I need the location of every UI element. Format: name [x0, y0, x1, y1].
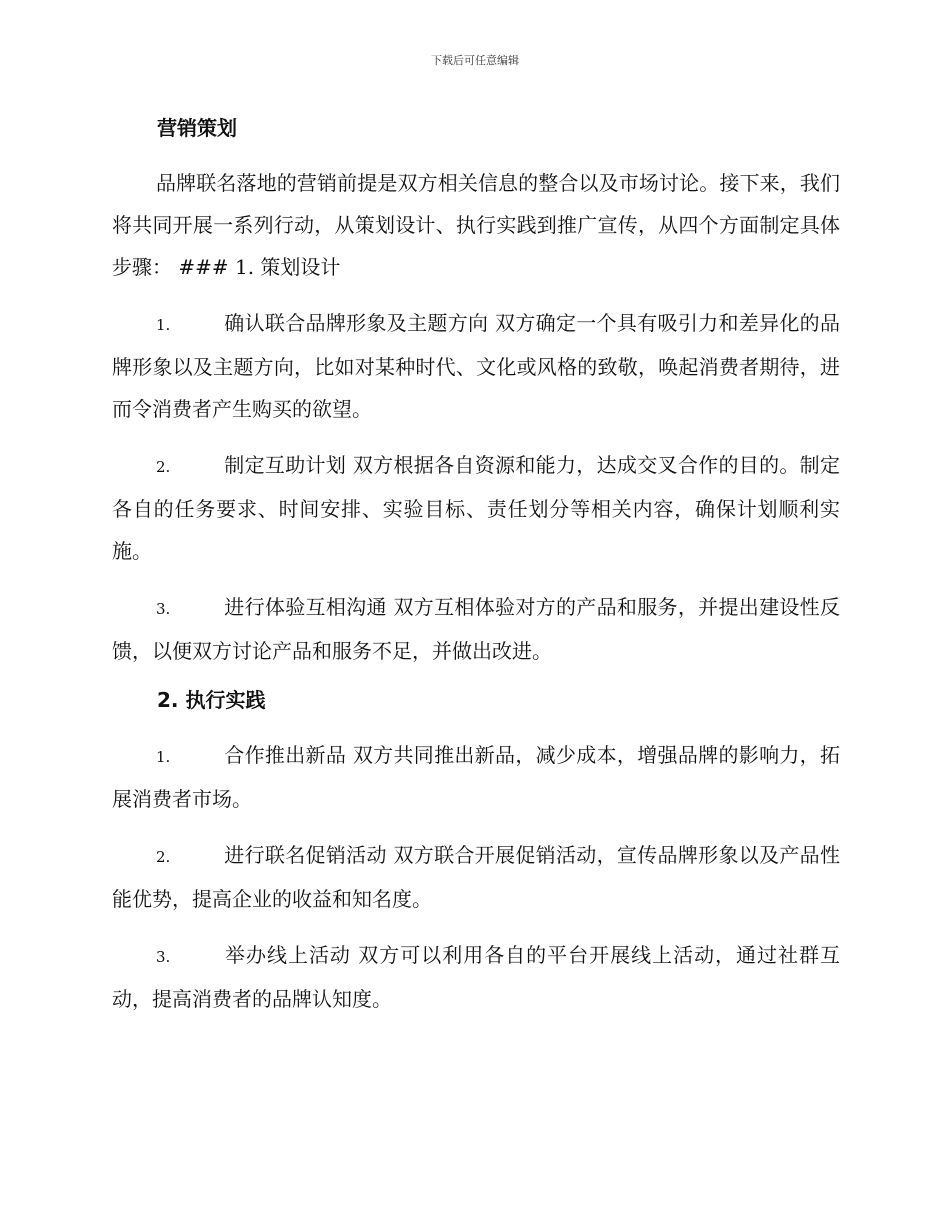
list-item-text: 确认联合品牌形象及主题方向 双方确定一个具有吸引力和差异化的品牌形象以及主题方向，比如对某种时代、文化或风格的致敬，唤起消费者期待，进而令消费者产生购买的欲望。 — [112, 311, 840, 421]
list-item-number: 3. — [156, 948, 171, 966]
list-item-number: 2. — [156, 848, 171, 866]
section-title-marketing-plan: 营销策划 — [157, 116, 237, 140]
list-item — [112, 444, 840, 572]
list-item — [112, 934, 840, 1020]
list-item-number: 3. — [156, 600, 171, 618]
list-item-number: 2. — [156, 458, 171, 476]
list-item — [112, 302, 840, 430]
list-item-text: 举办线上活动 双方可以利用各自的平台开展线上活动，通过社群互动，提高消费者的品牌认知度。 — [112, 943, 840, 1011]
list-item-number: 1. — [156, 316, 171, 334]
list-item-number: 1. — [156, 748, 171, 766]
list-item — [112, 834, 840, 920]
list-item-text: 合作推出新品 双方共同推出新品，减少成本，增强品牌的影响力，拓展消费者市场。 — [112, 743, 840, 811]
list-item-text: 制定互助计划 双方根据各自资源和能力，达成交叉合作的目的。制定各自的任务要求、时间安排、实验目标、责任划分等相关内容，确保计划顺利实施。 — [112, 453, 840, 563]
list-item-text: 进行体验互相沟通 双方互相体验对方的产品和服务，并提出建设性反馈，以便双方讨论产品和服务不足，并做出改进。 — [112, 595, 840, 663]
intro-paragraph: 品牌联名落地的营销前提是双方相关信息的整合以及市场讨论。接下来，我们将共同开展一系列行动，从策划设计、执行实践到推广宣传，从四个方面制定具体步骤： ### 1. 策划设计 — [112, 171, 840, 279]
document-body — [112, 108, 840, 1020]
list-item — [112, 586, 840, 672]
list-item-text: 进行联名促销活动 双方联合开展促销活动，宣传品牌形象以及产品性能优势，提高企业的收益和知名度。 — [112, 843, 840, 911]
list-item — [112, 734, 840, 820]
section-title-execution: 2. 执行实践 — [157, 688, 266, 712]
page-header: 下载后可任意编辑 — [431, 54, 519, 67]
